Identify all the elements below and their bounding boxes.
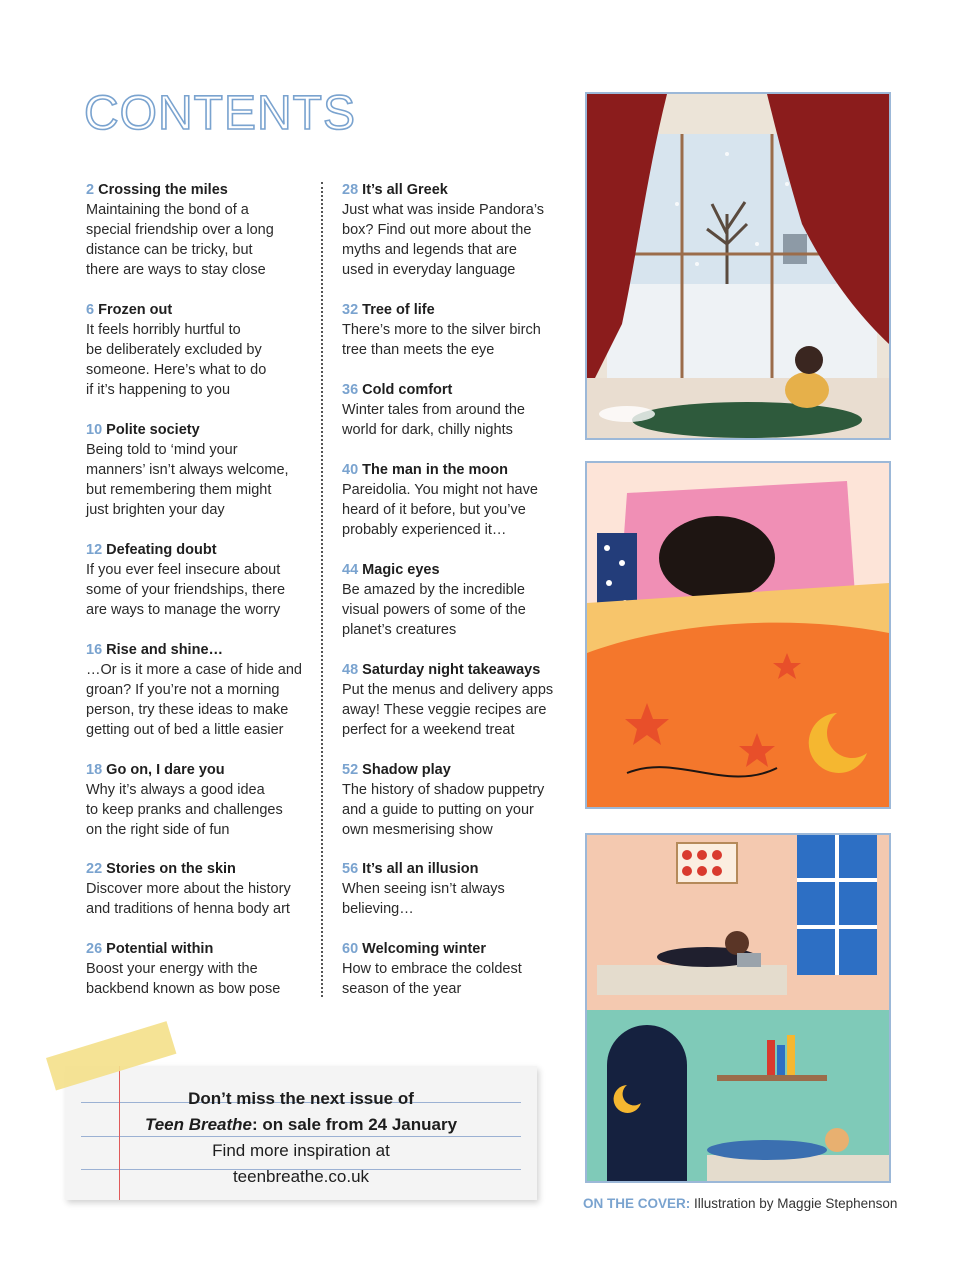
entry-description-line: planet’s creatures <box>342 622 457 638</box>
entry-description-line: box? Find out more about the <box>342 222 532 238</box>
entry-description-line: distance can be tricky, but <box>86 242 253 258</box>
entry-description-line: tree than meets the eye <box>342 342 495 358</box>
entry-description-line: Winter tales from around the <box>342 402 525 418</box>
entry-description-line: own mesmerising show <box>342 822 493 838</box>
entry-description-line: groan? If you’re not a morning <box>86 682 280 698</box>
entry-description-line: How to embrace the coldest <box>342 961 522 977</box>
entry-heading-line <box>342 300 572 320</box>
page-number: 16 <box>86 642 103 658</box>
page-number: 2 <box>86 182 95 198</box>
contents-entry[interactable] <box>86 420 321 520</box>
entry-title: Rise and shine… <box>106 642 224 658</box>
entry-description-line: getting out of bed a little easier <box>86 722 284 738</box>
entry-title: It’s all Greek <box>362 182 448 198</box>
entry-heading-line <box>342 660 572 680</box>
entry-description-line: Why it’s always a good idea <box>86 782 265 798</box>
entry-description-line: if it’s happening to you <box>86 382 231 398</box>
contents-entry[interactable] <box>342 460 572 540</box>
page-number: 56 <box>342 861 359 877</box>
page-number: 36 <box>342 382 359 398</box>
page-number: 6 <box>86 302 95 318</box>
entry-description-line: perfect for a weekend treat <box>342 722 515 738</box>
entry-description-line: probably experienced it… <box>342 522 507 538</box>
entry-title: The man in the moon <box>362 462 508 478</box>
entry-description-line: heard of it before, but you’ve <box>342 502 526 518</box>
entry-title: Magic eyes <box>362 562 440 578</box>
entry-description-line: there are ways to stay close <box>86 262 266 278</box>
note-sale-date: : on sale from 24 January <box>252 1115 458 1134</box>
entry-description-line: just brighten your day <box>86 502 225 518</box>
entry-description-line: Put the menus and delivery apps <box>342 682 554 698</box>
entry-heading-line <box>342 380 572 400</box>
entry-heading-line <box>86 300 321 320</box>
cover-caption-label: ON THE COVER: <box>583 1196 691 1211</box>
next-issue-note <box>65 1066 537 1200</box>
entry-heading-line <box>342 760 572 780</box>
entry-title: Defeating doubt <box>106 542 217 558</box>
entry-description-line: manners’ isn’t always welcome, <box>86 462 289 478</box>
column-divider <box>321 182 323 997</box>
entry-heading-line <box>86 760 321 780</box>
page-number: 48 <box>342 662 359 678</box>
entry-description-line: and traditions of henna body art <box>86 901 290 917</box>
contents-entry[interactable] <box>342 180 572 280</box>
entry-heading-line <box>86 640 321 660</box>
entry-description-line: Maintaining the bond of a <box>86 202 249 218</box>
entry-description-line: are ways to manage the worry <box>86 602 281 618</box>
contents-entry[interactable] <box>86 540 321 620</box>
entry-title: Tree of life <box>362 302 435 318</box>
entry-heading-line <box>86 859 321 879</box>
contents-entry[interactable] <box>86 640 321 740</box>
entry-description-line: Be amazed by the incredible <box>342 582 525 598</box>
note-line-1: Don’t miss the next issue of <box>188 1089 414 1108</box>
entry-title: Crossing the miles <box>98 182 228 198</box>
entry-description-line: backbend known as bow pose <box>86 981 281 997</box>
magazine-name: Teen Breathe <box>144 1115 253 1134</box>
entry-description-line: Boost your energy with the <box>86 961 258 977</box>
page-number: 18 <box>86 762 103 778</box>
contents-entry[interactable] <box>86 180 321 280</box>
entry-title: Saturday night takeaways <box>362 662 541 678</box>
contents-entry[interactable] <box>342 660 572 740</box>
entry-description-line: someone. Here’s what to do <box>86 362 267 378</box>
entry-heading-line <box>86 420 321 440</box>
page-number: 28 <box>342 182 359 198</box>
entry-description-line: special friendship over a long <box>86 222 274 238</box>
room-scene <box>587 835 889 1181</box>
contents-entry[interactable] <box>342 380 572 440</box>
page-number: 10 <box>86 422 103 438</box>
entry-description-line: but remembering them might <box>86 482 272 498</box>
entry-title: Polite society <box>106 422 200 438</box>
entry-description-line: When seeing isn’t always <box>342 881 505 897</box>
entry-heading-line <box>86 540 321 560</box>
entry-description-line: …Or is it more a case of hide and <box>86 662 302 678</box>
note-line-3: Find more inspiration at <box>212 1141 390 1160</box>
entry-description-line: season of the year <box>342 981 462 997</box>
entry-description-line: There’s more to the silver birch <box>342 322 541 338</box>
entry-description-line: visual powers of some of the <box>342 602 526 618</box>
entry-heading-line <box>86 180 321 200</box>
entry-title: Cold comfort <box>362 382 453 398</box>
contents-entry[interactable] <box>86 300 321 400</box>
entry-description-line: to keep pranks and challenges <box>86 802 283 818</box>
page-number: 32 <box>342 302 359 318</box>
page-title: CONTENTS <box>84 87 356 140</box>
window-scene <box>587 94 889 438</box>
entry-heading-line <box>342 939 572 959</box>
cover-caption-credit: Illustration by Maggie Stephenson <box>690 1196 898 1211</box>
cover-illustration-bed <box>585 461 891 809</box>
entry-description-line: on the right side of fun <box>86 822 230 838</box>
entry-description-line: Pareidolia. You might not have <box>342 482 538 498</box>
contents-entry[interactable] <box>86 939 321 999</box>
entry-description-line: some of your friendships, there <box>86 582 286 598</box>
cover-caption <box>583 1196 897 1211</box>
bed-scene <box>587 463 889 807</box>
contents-entry[interactable] <box>86 859 321 919</box>
entry-title: Frozen out <box>98 302 173 318</box>
page-number: 44 <box>342 562 359 578</box>
contents-entry[interactable] <box>342 760 572 840</box>
entry-description-line: If you ever feel insecure about <box>86 562 281 578</box>
website-link[interactable]: teenbreathe.co.uk <box>232 1167 370 1186</box>
entry-description-line: person, try these ideas to make <box>86 702 289 718</box>
entry-description-line: myths and legends that are <box>342 242 517 258</box>
entry-title: Shadow play <box>362 762 451 778</box>
entry-description-line: believing… <box>342 901 414 917</box>
entry-title: Welcoming winter <box>362 941 486 957</box>
entry-heading-line <box>342 560 572 580</box>
page-number: 22 <box>86 861 103 877</box>
contents-entry[interactable] <box>86 760 321 840</box>
entry-heading-line <box>342 859 572 879</box>
cover-illustration-window <box>585 92 891 440</box>
page-number: 40 <box>342 462 359 478</box>
page-number: 26 <box>86 941 103 957</box>
entry-description-line: be deliberately excluded by <box>86 342 262 358</box>
entry-description-line: and a guide to putting on your <box>342 802 534 818</box>
entry-description-line: It feels horribly hurtful to <box>86 322 241 338</box>
entry-title: It’s all an illusion <box>362 861 479 877</box>
contents-entry[interactable] <box>342 300 572 360</box>
contents-entry[interactable] <box>342 859 572 919</box>
entry-title: Go on, I dare you <box>106 762 225 778</box>
contents-entry[interactable] <box>342 939 572 999</box>
entry-description-line: away! These veggie recipes are <box>342 702 547 718</box>
page-number: 60 <box>342 941 359 957</box>
cover-illustration-room <box>585 833 891 1183</box>
entry-description-line: world for dark, chilly nights <box>342 422 513 438</box>
note-line-2 <box>65 1112 537 1138</box>
page-number: 12 <box>86 542 103 558</box>
entry-description-line: Just what was inside Pandora’s <box>342 202 545 218</box>
entry-description-line: Discover more about the history <box>86 881 291 897</box>
entry-heading-line <box>86 939 321 959</box>
contents-entry[interactable] <box>342 560 572 640</box>
entry-description-line: Being told to ‘mind your <box>86 442 238 458</box>
entry-heading-line <box>342 460 572 480</box>
entry-description-line: used in everyday language <box>342 262 516 278</box>
entry-title: Stories on the skin <box>106 861 236 877</box>
entry-title: Potential within <box>106 941 214 957</box>
page-number: 52 <box>342 762 359 778</box>
entry-heading-line <box>342 180 572 200</box>
entry-description-line: The history of shadow puppetry <box>342 782 545 798</box>
